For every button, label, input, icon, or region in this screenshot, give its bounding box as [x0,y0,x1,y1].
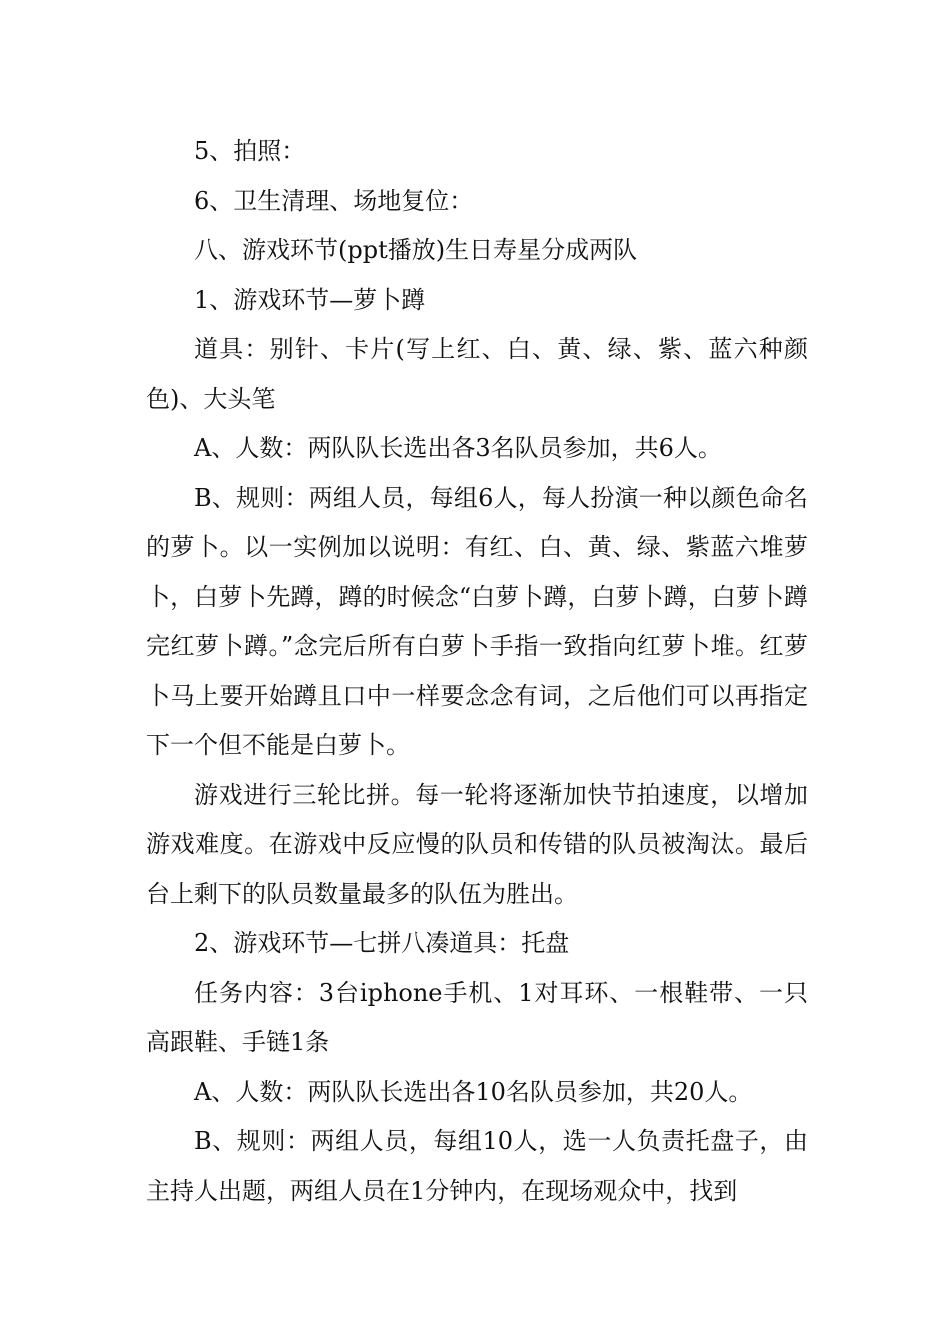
game1-rounds: 游戏进行三轮比拼。每一轮将逐渐加快节拍速度，以增加游戏难度。在游戏中反应慢的队员和传错的队员被淘汰。最后台上剩下的队员数量最多的队伍为胜出。 [146,780,808,908]
item-photo: 5、拍照： [194,137,306,165]
document-body [146,127,808,1216]
game1-heading: 1、游戏环节—萝卜蹲 [194,285,426,314]
game2-task: 任务内容：3台iphone手机、1对耳环、一根鞋带、一只高跟鞋、手链1条 [146,978,808,1056]
game1-headcount: A、人数：两队队长选出各3名队员参加，共6人。 [194,434,722,462]
game2-heading: 2、游戏环节—七拼八凑道具：托盘 [194,929,570,957]
game2-headcount: A、人数：两队队长选出各10名队员参加，共20人。 [194,1077,753,1106]
section-heading-games: 八、游戏环节(ppt播放)生日寿星分成两队 [194,236,638,264]
item-cleanup: 6、卫生清理、场地复位： [194,186,474,215]
game1-rules: B、规则：两组人员，每组6人，每人扮演一种以颜色命名的萝卜。以一实例加以说明：有红、白、黄、绿、紫蓝六堆萝卜，白萝卜先蹲，蹲的时候念“白萝卜蹲，白萝卜蹲，白萝卜蹲完红萝卜蹲。”念完后所有白萝卜手指一致指向红萝卜堆。红萝卜马上要开始蹲且口中一样要念念有词，之后他们可以再指定下一个但不能是白萝卜。 [146,483,808,759]
game1-props: 道具：别针、卡片(写上红、白、黄、绿、紫、蓝六种颜色)、大头笔 [146,335,808,413]
game2-rules: B、规则：两组人员，每组10人，选一人负责托盘子，由主持人出题，两组人员在1分钟内，在现场观众中，找到 [146,1127,808,1205]
